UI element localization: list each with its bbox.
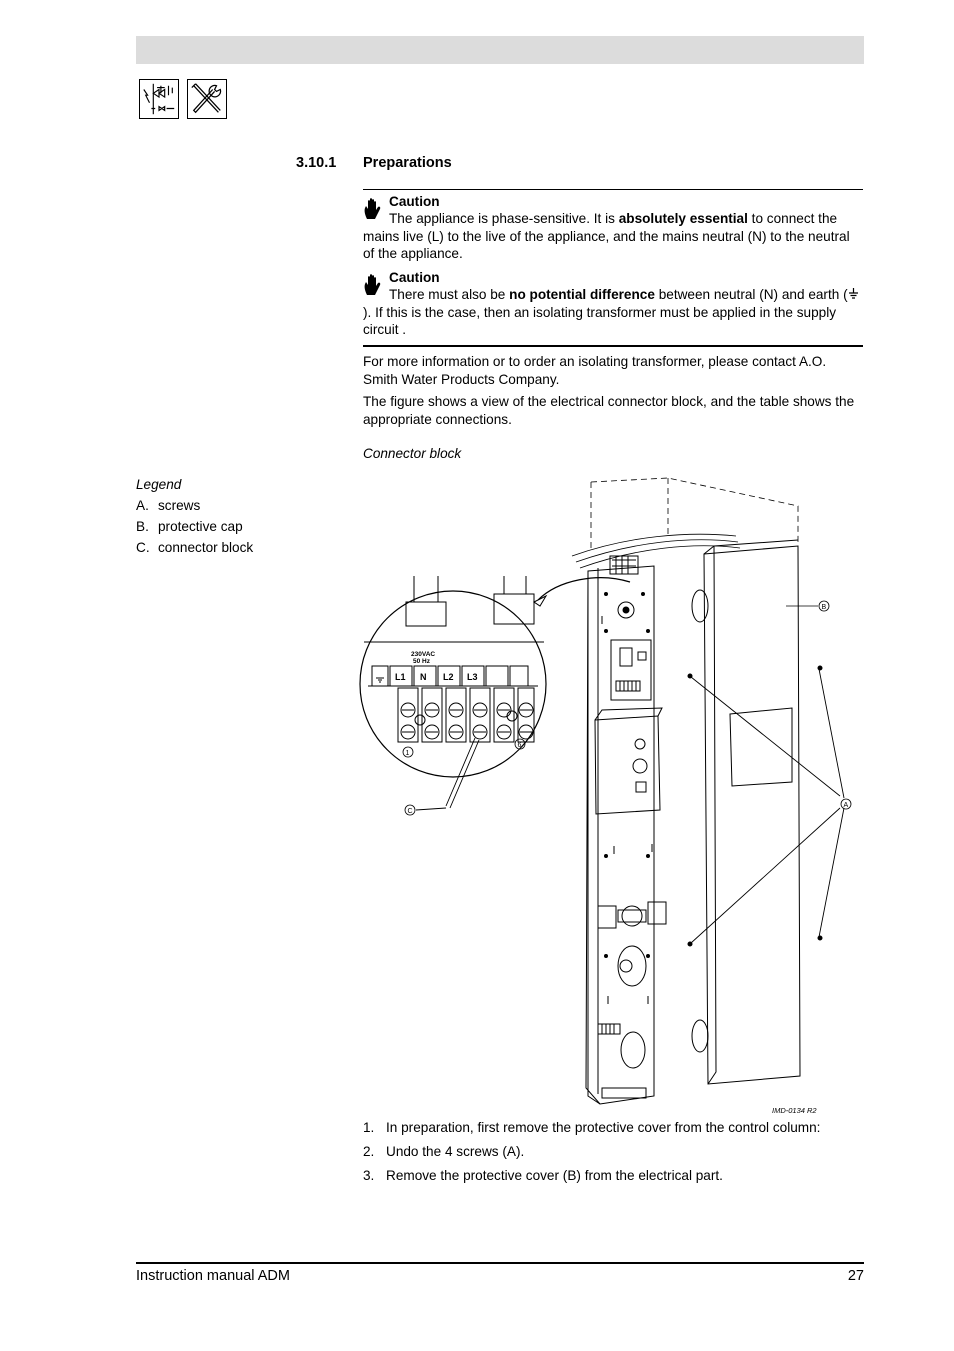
caution-text: There must also be no potential difference between neutral (N) and earth (). If this is the case, then an isolating transformer must be applied in the supply circuit . (363, 286, 863, 339)
label-c: C (407, 808, 413, 815)
caution-heading: Caution (389, 194, 440, 209)
caution-heading: Caution (389, 270, 440, 285)
footer-rule (136, 1262, 864, 1264)
caution-block-1 (363, 193, 863, 263)
dashed-outline (591, 478, 798, 548)
legend-item: B. protective cap (136, 519, 243, 534)
label-a: A (843, 802, 849, 809)
paragraph-transformer: For more information or to order an isolating transformer, please contact A.O. Smith Water Products Company. (363, 354, 827, 387)
terminal-1-label: 1 (405, 750, 410, 757)
section-number: 3.10.1 (296, 155, 337, 171)
legend-item: C. connector block (136, 540, 254, 555)
legend-item: A. screws (136, 498, 201, 513)
list-item: 3. Remove the protective cover (B) from the electrical part. (363, 1168, 723, 1183)
terminal-6-label: 6 (517, 742, 522, 749)
terminal-l2-label: L2 (443, 672, 454, 682)
earth-symbol-icon (848, 288, 859, 300)
direction-arrow (538, 578, 630, 600)
tools-icon (187, 79, 227, 119)
installation-schematic-icon (139, 79, 179, 119)
paragraph-figure-info: The figure shows a view of the electrical connector block, and the table shows the appropriate connections. (363, 394, 855, 427)
header-bar (136, 36, 864, 64)
section-title: Preparations (363, 155, 452, 171)
footer-title: Instruction manual ADM (136, 1268, 290, 1284)
caution-text: The appliance is phase-sensitive. It is absolutely essential to connect the mains live (L) to the live of the appliance, and the mains neutral (N) to the neutral of the appliance. (363, 211, 850, 261)
figure-caption: Connector block (363, 446, 462, 461)
terminal-l1-label: L1 (395, 672, 406, 682)
figure-reference: IMD-0134 R2 (772, 1106, 817, 1115)
protective-cover (692, 540, 800, 1084)
label-b: B (821, 604, 827, 611)
cable-arcs (572, 534, 740, 568)
list-item: 2. Undo the 4 screws (A). (363, 1144, 525, 1159)
caution-bottom-rule (363, 345, 863, 347)
caution-block-2 (363, 269, 863, 339)
list-item: 1. In preparation, first remove the protective cover from the control column: (363, 1120, 821, 1135)
legend-title: Legend (136, 477, 182, 492)
terminal-l3-label: L3 (467, 672, 478, 682)
steps-list (363, 1119, 863, 1191)
legend (136, 474, 253, 558)
screw-markers (688, 666, 844, 946)
terminal-n-label: N (420, 672, 427, 682)
page-number: 27 (847, 1268, 864, 1284)
control-column (586, 556, 666, 1104)
magnified-connector-view (360, 576, 546, 810)
caution-top-rule (363, 189, 863, 190)
connector-block-figure (358, 476, 849, 1118)
voltage-label: 230VAC (411, 651, 436, 658)
frequency-label: 50 Hz (413, 658, 430, 665)
caution-hand-icon (363, 273, 383, 297)
caution-hand-icon (363, 197, 383, 221)
